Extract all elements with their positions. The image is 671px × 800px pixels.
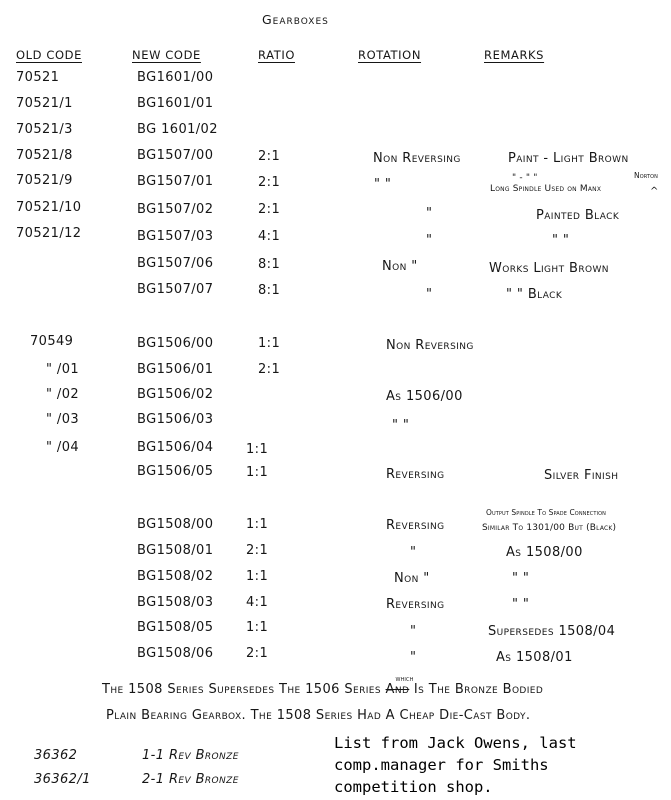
typed-caption-line-1: List from Jack Owens, last bbox=[334, 734, 577, 752]
old-code-cell: " /04 bbox=[46, 440, 80, 455]
remarks-cell: " " Black bbox=[506, 287, 563, 302]
inserted-note: Norton bbox=[634, 171, 658, 180]
new-code-cell: BG1506/02 bbox=[137, 387, 214, 402]
rotation-cell: Non " bbox=[382, 259, 418, 274]
remarks-cell: " " bbox=[552, 233, 570, 248]
note-text: Is The Bronze Bodied bbox=[413, 682, 544, 697]
typed-caption-line-2: comp.manager for Smiths bbox=[334, 756, 549, 774]
ratio-cell: 1:1 bbox=[246, 442, 269, 457]
new-code-cell: BG1507/06 bbox=[137, 256, 214, 271]
new-code-cell: BG1507/07 bbox=[137, 282, 214, 297]
old-code-cell: 70521/9 bbox=[16, 173, 73, 188]
rotation-cell: Non " bbox=[394, 571, 430, 586]
rotation-cell: " bbox=[426, 287, 433, 302]
old-code-cell: " /02 bbox=[46, 387, 80, 402]
remarks-cell: " " bbox=[512, 571, 530, 586]
ratio-cell: 2:1 bbox=[246, 646, 269, 661]
remarks-cell: Paint - Light Brown bbox=[508, 151, 629, 166]
rotation-cell: " " bbox=[392, 418, 410, 433]
rotation-cell: Reversing bbox=[386, 467, 445, 482]
ratio-cell: 1:1 bbox=[246, 569, 269, 584]
extra-desc: 1-1 Rev Bronze bbox=[142, 748, 239, 763]
new-code-cell: BG1601/01 bbox=[137, 96, 214, 111]
new-code-cell: BG1508/02 bbox=[137, 569, 214, 584]
new-code-cell: BG1506/01 bbox=[137, 362, 214, 377]
old-code-cell: 70521 bbox=[16, 70, 60, 85]
remarks-cell: Similar To 1301/00 But (Black) bbox=[482, 523, 617, 533]
note-line-2: Plain Bearing Gearbox. The 1508 Series Had A Cheap Die-Cast Body. bbox=[106, 708, 531, 723]
remarks-cell: As 1508/00 bbox=[506, 545, 583, 560]
inserted-word: which bbox=[395, 674, 414, 683]
remarks-cell: Long Spindle Used on Manx bbox=[490, 184, 602, 194]
note-line-1 bbox=[102, 674, 544, 698]
new-code-cell: BG1506/03 bbox=[137, 412, 214, 427]
new-code-cell: BG1507/03 bbox=[137, 229, 214, 244]
ratio-cell: 4:1 bbox=[258, 229, 281, 244]
new-code-cell: BG1507/01 bbox=[137, 174, 214, 189]
ratio-cell: 2:1 bbox=[258, 202, 281, 217]
ratio-cell: 8:1 bbox=[258, 257, 281, 272]
note-correction bbox=[385, 674, 414, 698]
header-rotation: ROTATION bbox=[358, 48, 422, 62]
remarks-cell: " " bbox=[512, 597, 530, 612]
old-code-cell: 70521/10 bbox=[16, 200, 82, 215]
rotation-cell: " " bbox=[374, 177, 392, 192]
rotation-cell: " bbox=[410, 624, 417, 639]
new-code-cell: BG1507/02 bbox=[137, 202, 214, 217]
rotation-cell: Reversing bbox=[386, 597, 445, 612]
old-code-cell: " /01 bbox=[46, 362, 80, 377]
new-code-cell: BG1506/00 bbox=[137, 336, 214, 351]
old-code-cell: 70521/1 bbox=[16, 96, 73, 111]
page-title: Gearboxes bbox=[262, 12, 329, 27]
remarks-cell: Supersedes 1508/04 bbox=[488, 624, 616, 639]
new-code-cell: BG1507/00 bbox=[137, 148, 214, 163]
new-code-cell: BG1508/00 bbox=[137, 517, 214, 532]
ratio-cell: 2:1 bbox=[258, 362, 281, 377]
ratio-cell: 1:1 bbox=[246, 517, 269, 532]
rotation-cell: " bbox=[410, 650, 417, 665]
rotation-cell: " bbox=[426, 233, 433, 248]
rotation-cell: " bbox=[426, 206, 433, 221]
new-code-cell: BG1506/05 bbox=[137, 464, 214, 479]
ratio-cell: 4:1 bbox=[246, 595, 269, 610]
rotation-cell: " bbox=[410, 545, 417, 560]
new-code-cell: BG1601/00 bbox=[137, 70, 214, 85]
extra-code: 36362/1 bbox=[34, 772, 91, 787]
old-code-cell: 70521/8 bbox=[16, 148, 73, 163]
remarks-cell: Silver Finish bbox=[544, 468, 619, 483]
rotation-cell: Non Reversing bbox=[386, 338, 474, 353]
old-code-cell: " /03 bbox=[46, 412, 80, 427]
ratio-cell: 8:1 bbox=[258, 283, 281, 298]
remarks-cell: Works Light Brown bbox=[489, 261, 609, 276]
rotation-cell: As 1506/00 bbox=[386, 389, 463, 404]
new-code-cell: BG1508/01 bbox=[137, 543, 214, 558]
insert-caret: ^ bbox=[650, 186, 659, 197]
new-code-cell: BG 1601/02 bbox=[137, 122, 218, 137]
remarks-cell: As 1508/01 bbox=[496, 650, 573, 665]
note-text: The 1508 Series Supersedes The 1506 Series bbox=[102, 682, 381, 697]
old-code-cell: 70549 bbox=[30, 334, 74, 349]
rotation-cell: Non Reversing bbox=[373, 151, 461, 166]
extra-desc: 2-1 Rev Bronze bbox=[142, 772, 239, 787]
ratio-cell: 1:1 bbox=[258, 336, 281, 351]
header-ratio: RATIO bbox=[258, 48, 295, 62]
old-code-cell: 70521/12 bbox=[16, 226, 82, 241]
header-old-code: OLD CODE bbox=[16, 48, 82, 62]
ratio-cell: 1:1 bbox=[246, 620, 269, 635]
new-code-cell: BG1506/04 bbox=[137, 440, 214, 455]
output-spindle-note: Output Spindle To Spade Connection bbox=[486, 508, 606, 517]
typed-caption-line-3: competition shop. bbox=[334, 778, 493, 796]
new-code-cell: BG1508/06 bbox=[137, 646, 214, 661]
ratio-cell: 2:1 bbox=[246, 543, 269, 558]
header-new-code: NEW CODE bbox=[132, 48, 201, 62]
new-code-cell: BG1508/03 bbox=[137, 595, 214, 610]
struck-word: And bbox=[385, 682, 410, 697]
ratio-cell: 2:1 bbox=[258, 149, 281, 164]
ratio-cell: 2:1 bbox=[258, 175, 281, 190]
old-code-cell: 70521/3 bbox=[16, 122, 73, 137]
header-remarks: REMARKS bbox=[484, 48, 545, 62]
extra-code: 36362 bbox=[34, 748, 78, 763]
ratio-cell: 1:1 bbox=[246, 465, 269, 480]
remarks-cell: Painted Black bbox=[536, 208, 620, 223]
rotation-cell: Reversing bbox=[386, 518, 445, 533]
new-code-cell: BG1508/05 bbox=[137, 620, 214, 635]
ditto-marks: " - " " bbox=[512, 173, 538, 183]
